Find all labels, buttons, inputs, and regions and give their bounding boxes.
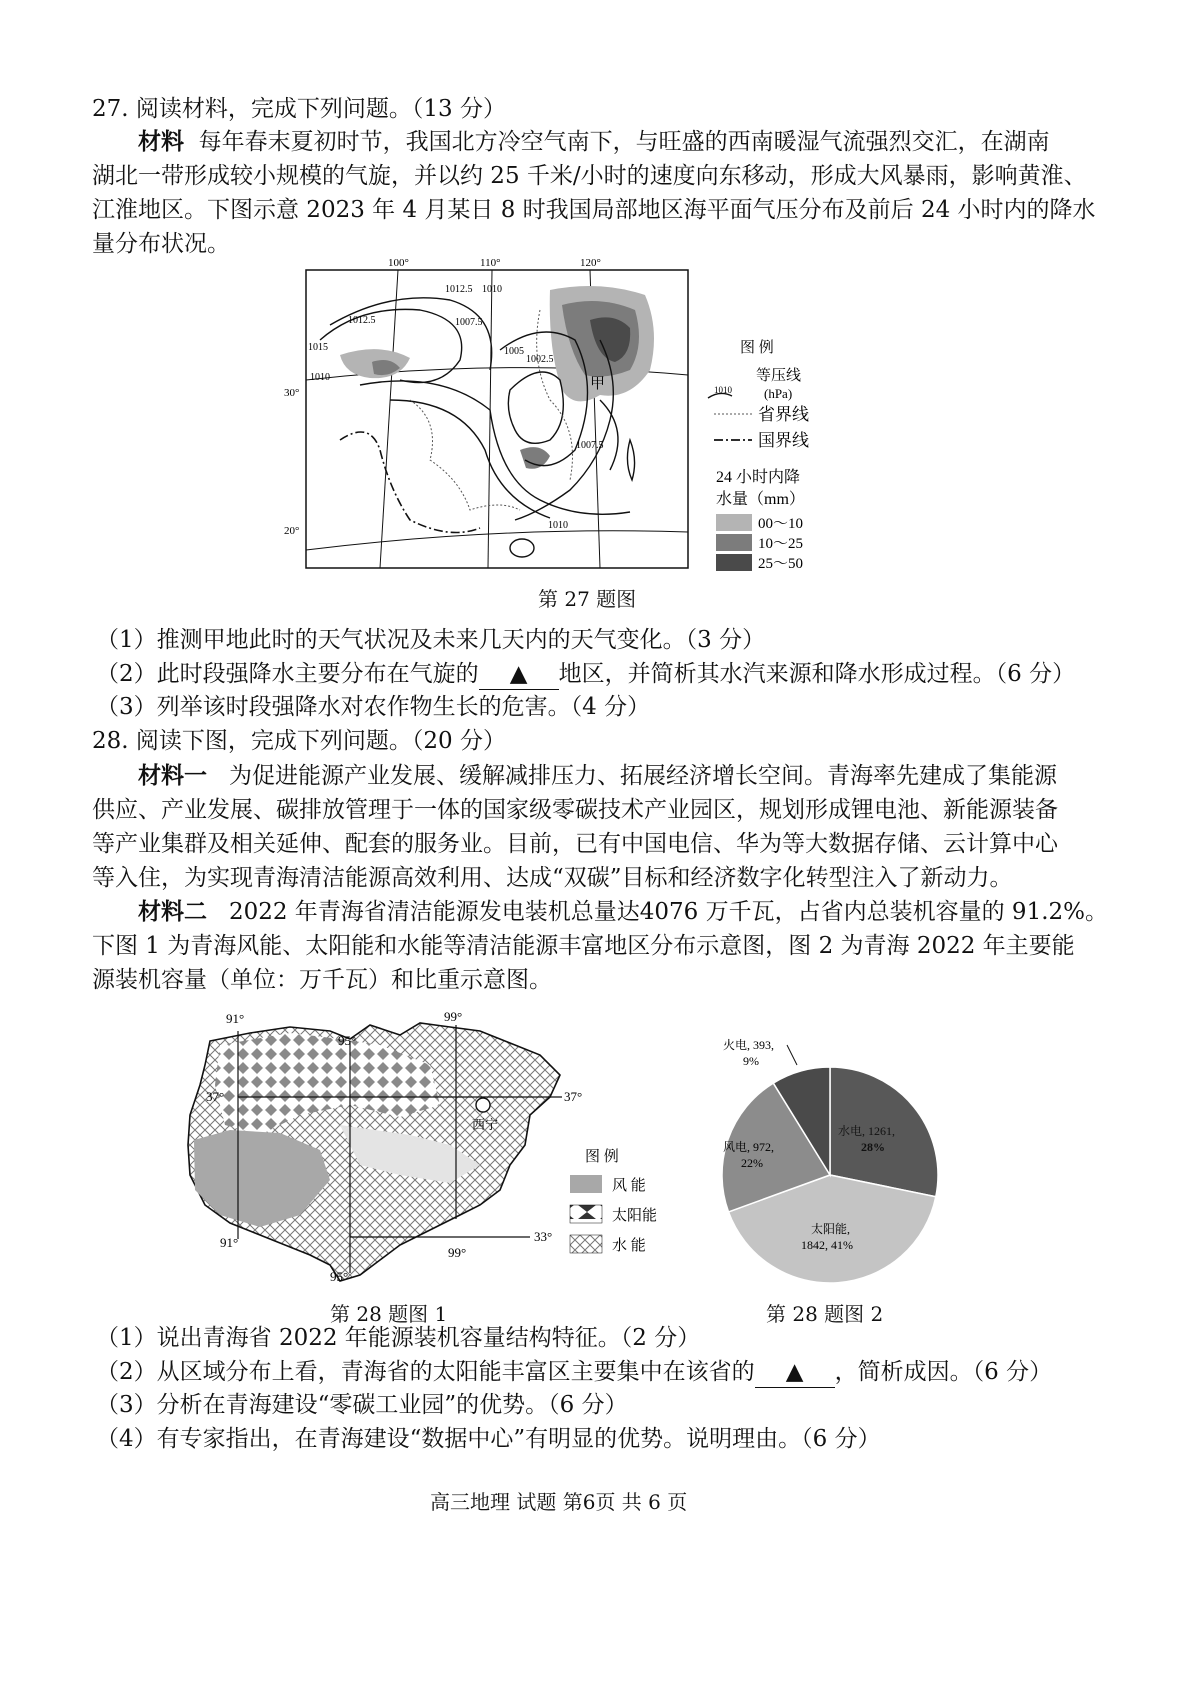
- legend-title: 图 例: [585, 1149, 619, 1165]
- answer-blank: [479, 659, 559, 690]
- q28-item-2-text-end: ，简析成因。（6 分）: [834, 1359, 1053, 1385]
- q28-item-4: （4）有专家指出，在青海建设“数据中心”有明显的优势。说明理由。（6 分）: [96, 1426, 881, 1452]
- q27-material-text: 每年春末夏初时节，我国北方冷空气南下，与旺盛的西南暖湿气流强烈交汇，在湖南: [198, 129, 1050, 155]
- q28-material-2-line-1: [138, 897, 1108, 927]
- legend-solar-swatch: [570, 1205, 602, 1223]
- legend-rain-swatch-3: [716, 554, 752, 571]
- q28-material-2-line-2: 下图 1 为青海风能、太阳能和水能等清洁能源丰富地区分布示意图，图 2 为青海 2022 年主要能: [92, 933, 1075, 959]
- legend-water-label: 水 能: [612, 1238, 646, 1254]
- huodian-leader-line: [787, 1045, 797, 1065]
- legend-isobar-label: 等压线: [756, 368, 802, 384]
- q27-item-2-text: （2）此时段强降水主要分布在气旋的: [96, 661, 479, 687]
- map-lat-label: 37°: [206, 1089, 225, 1104]
- q27-figure-caption: 第 27 题图: [538, 587, 637, 611]
- pie-label-huodian: 火电, 393,: [723, 1038, 775, 1052]
- blank-triangle-icon: ▲: [785, 1359, 804, 1385]
- q27-weather-map: [284, 250, 860, 580]
- q28-material-2-text: 2022 年青海省清洁能源发电装机总量达4076 万千瓦，占省内总装机容量的 91.2%。: [228, 899, 1109, 925]
- legend-rain-title: 24 小时内降: [716, 469, 801, 486]
- q28-material-2-label: 材料二: [138, 898, 207, 925]
- map-lon-label: 99°: [444, 1009, 463, 1024]
- isobar-value: 1015: [308, 342, 328, 353]
- q27-material-line-4: 量分布状况。: [92, 231, 230, 257]
- isobar-value: 1010: [548, 520, 568, 531]
- page-footer: 高三地理 试题 第6页 共 6 页: [430, 1490, 688, 1514]
- q28-material-1-line-4: 等入住，为实现青海清洁能源高效利用、达成“双碳”目标和经济数字化转型注入了新动力。: [92, 865, 1013, 891]
- q28-item-1: （1）说出青海省 2022 年能源装机容量结构特征。（2 分）: [96, 1325, 701, 1351]
- pie-label-fengdian: 风电, 972,: [723, 1140, 775, 1154]
- isobar-value: 1005: [504, 346, 524, 357]
- map-lon-label: 95°: [330, 1269, 349, 1284]
- q28-figure-1-caption: 第 28 题图 1: [330, 1302, 448, 1326]
- q28-material-1-label: 材料一: [138, 762, 207, 789]
- map-lon-label: 100°: [388, 257, 409, 269]
- pie-label-huodian-pct: 9%: [743, 1054, 759, 1068]
- answer-blank: [755, 1357, 835, 1388]
- isobar-value: 1002.5: [526, 354, 554, 365]
- q27-item-2-text-end: 地区，并简析其水汽来源和降水形成过程。（6 分）: [558, 661, 1076, 687]
- legend-rain-swatch-1: [716, 514, 752, 531]
- q28-energy-map: [180, 1005, 680, 1295]
- legend-wind-label: 风 能: [612, 1178, 646, 1194]
- pie-label-shuidian-pct: 28%: [861, 1140, 885, 1154]
- q28-figure-2-caption: 第 28 题图 2: [766, 1302, 884, 1326]
- map-lon-label: 95°: [338, 1033, 357, 1048]
- legend-rain-bin: 10～25: [758, 536, 804, 552]
- q28-item-2: [96, 1357, 1052, 1388]
- q27-material-line-2: 湖北一带形成较小规模的气旋，并以约 25 千米/小时的速度向东移动，形成大风暴雨，影响黄淮、: [92, 163, 1087, 189]
- map-lon-label: 110°: [480, 257, 501, 269]
- legend-water-swatch: [570, 1235, 602, 1253]
- q28-item-2-text: （2）从区域分布上看，青海省的太阳能丰富区主要集中在该省的: [96, 1359, 755, 1385]
- map-lon-label: 91°: [226, 1011, 245, 1026]
- isobar-value: 1010: [482, 284, 502, 295]
- q28-material-1-line-2: 供应、产业发展、碳排放管理于一体的国家级零碳技术产业园区，规划形成锂电池、新能源装备: [92, 797, 1058, 823]
- isobar-value: 1012.5: [445, 284, 473, 295]
- legend-rain-swatch-2: [716, 534, 752, 551]
- xining-label: 西宁: [472, 1117, 499, 1132]
- q28-material-1-line-3: 等产业集群及相关延伸、配套的服务业。目前，已有中国电信、华为等大数据存储、云计算中心: [92, 831, 1058, 857]
- legend-wind-swatch: [570, 1175, 602, 1193]
- place-jia-label: 甲: [590, 376, 606, 392]
- q27-item-3: （3）列举该时段强降水对农作物生长的危害。（4 分）: [96, 694, 651, 720]
- map-lon-label: 99°: [448, 1245, 467, 1260]
- q27-item-2: [96, 659, 1075, 690]
- legend-isobar-unit: (hPa): [764, 386, 793, 401]
- q28-material-1-line-1: [138, 761, 1057, 791]
- pie-label-fengdian-pct: 22%: [741, 1156, 763, 1170]
- pie-label-shuidian: 水电, 1261,: [838, 1124, 896, 1138]
- q27-material-label: 材料: [138, 128, 184, 155]
- map-lon-label: 91°: [220, 1235, 239, 1250]
- legend-province-label: 省界线: [758, 405, 809, 424]
- legend-nation-label: 国界线: [758, 431, 809, 450]
- q28-item-3: （3）分析在青海建设“零碳工业园”的优势。（6 分）: [96, 1392, 628, 1418]
- map-lat-label: 37°: [564, 1089, 583, 1104]
- isobar-value: 1010: [310, 372, 330, 383]
- map-lon-label: 120°: [580, 257, 601, 269]
- q28-material-2-line-3: 源装机容量（单位：万千瓦）和比重示意图。: [92, 967, 552, 993]
- pie-label-taiyangneng: 太阳能,: [811, 1222, 851, 1236]
- legend-solar-label: 太阳能: [612, 1208, 658, 1224]
- blank-triangle-icon: ▲: [509, 661, 528, 687]
- legend-rain-title: 水量（mm）: [716, 491, 805, 508]
- q28-pie-chart: [705, 1025, 955, 1295]
- q28-heading: 28. 阅读下图，完成下列问题。（20 分）: [92, 728, 506, 754]
- q27-material-line-1: [138, 127, 1050, 157]
- legend-title: 图 例: [740, 340, 774, 356]
- xining-marker-icon: [476, 1098, 490, 1112]
- legend-rain-bin: 00～10: [758, 516, 804, 532]
- map-lat-label: 30°: [284, 387, 300, 399]
- isobar-value: 1007.5: [455, 317, 483, 328]
- legend-rain-bin: 25～50: [758, 556, 804, 572]
- map-lat-label: 20°: [284, 525, 300, 537]
- q27-material-line-3: 江淮地区。下图示意 2023 年 4 月某日 8 时我国局部地区海平面气压分布及前后 24 小时内的降水: [92, 197, 1096, 223]
- map-lat-label: 33°: [534, 1229, 553, 1244]
- q27-item-1: （1）推测甲地此时的天气状况及未来几天内的天气变化。（3 分）: [96, 627, 766, 653]
- pie-label-taiyangneng-pct: 1842, 41%: [801, 1238, 853, 1252]
- q28-material-1-text: 为促进能源产业发展、缓解减排压力、拓展经济增长空间。青海率先建成了集能源: [228, 763, 1057, 789]
- legend-isobar-tag: 1010: [714, 385, 732, 395]
- q27-heading: 27. 阅读材料，完成下列问题。（13 分）: [92, 96, 506, 122]
- isobar-value: 1012.5: [348, 315, 376, 326]
- isobar-value: 1007.5: [576, 440, 604, 451]
